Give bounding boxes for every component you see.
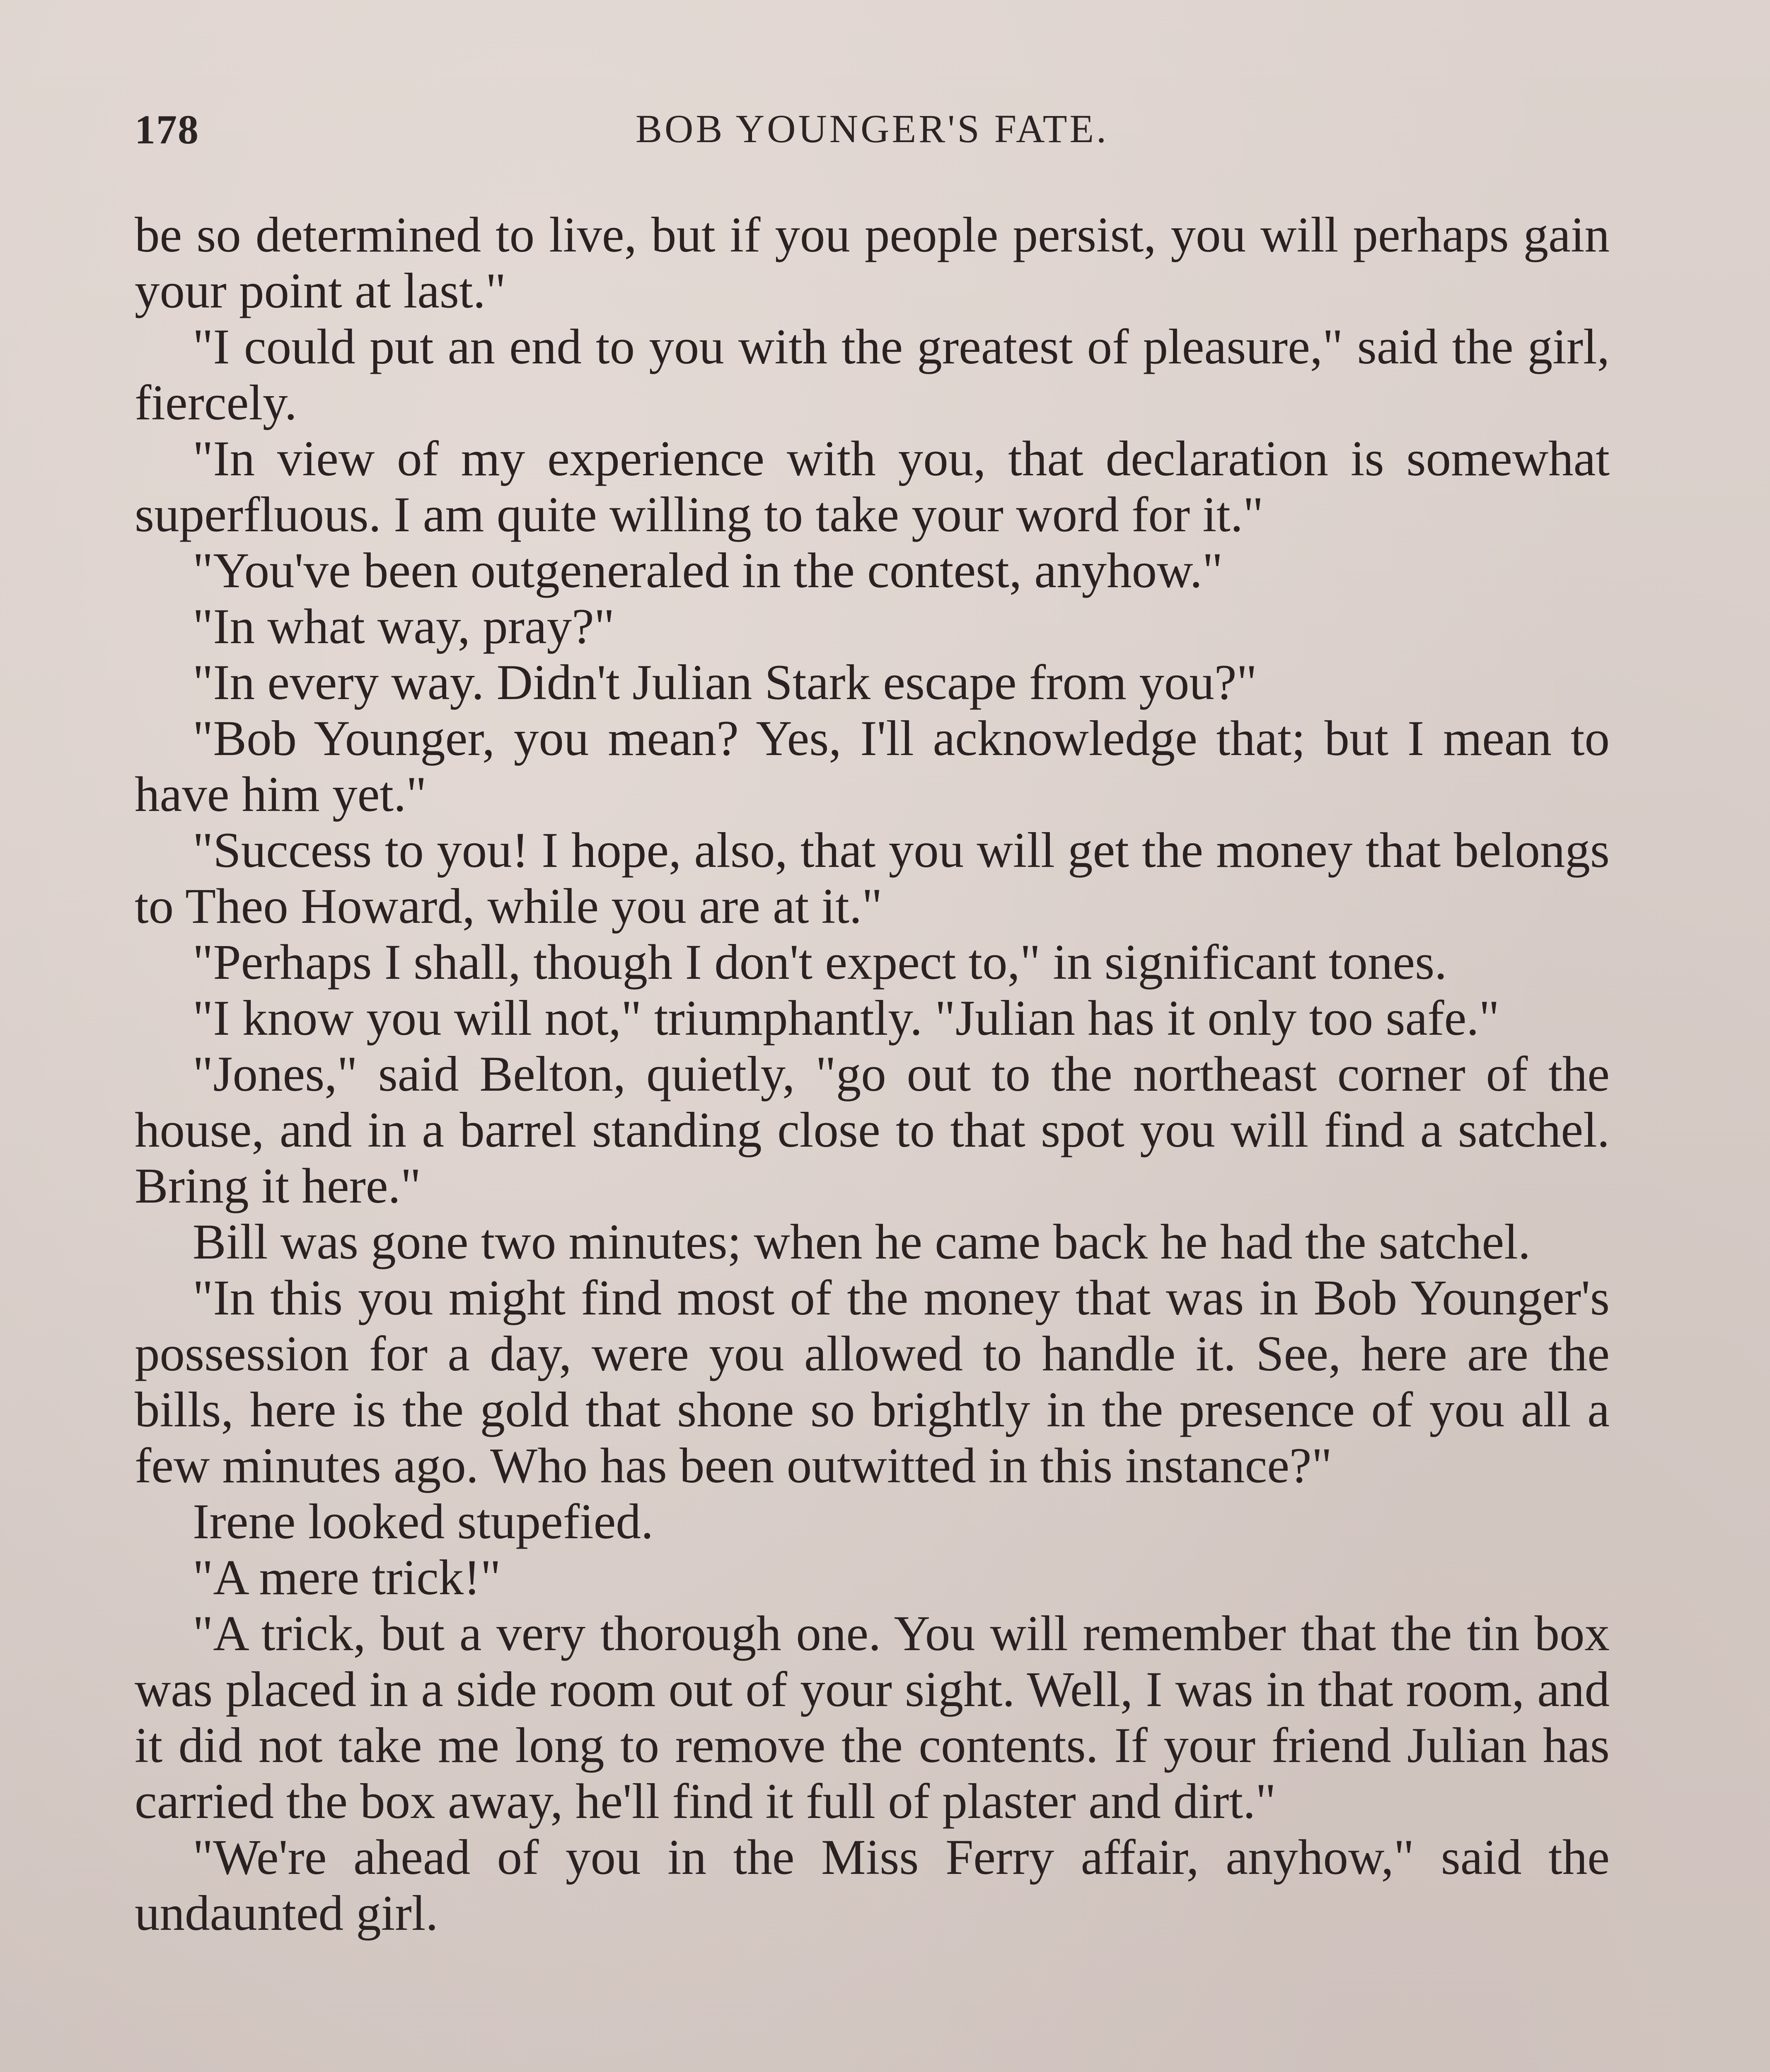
paragraph: "In this you might find most of the money that was in Bob Younger's possession for a day, were you allowed to handle it. See, here are the bills, here is the gold that shone so brightly in the presence of you all a few minutes ago. Who has been outwitted in this instance?" (135, 1270, 1610, 1493)
paragraph: "Bob Younger, you mean? Yes, I'll acknowledge that; but I mean to have him yet." (135, 711, 1610, 822)
body-text (135, 207, 1610, 1941)
paragraph: "In view of my experience with you, that declaration is somewhat superfluous. I am quite willing to take your word for it." (135, 431, 1610, 542)
paragraph: "A mere trick!" (193, 1550, 501, 1605)
paragraph: "I could put an end to you with the greatest of pleasure," said the girl, fiercely. (135, 319, 1610, 431)
running-head: BOB YOUNGER'S FATE. (635, 107, 1109, 151)
paragraph: "You've been outgeneraled in the contest, anyhow." (193, 543, 1223, 598)
paragraph: "In what way, pray?" (193, 599, 615, 654)
paragraph: "Success to you! I hope, also, that you will get the money that belongs to Theo Howard, while you are at it." (135, 823, 1610, 934)
paragraph: "Perhaps I shall, though I don't expect to," in significant tones. (193, 934, 1447, 990)
paragraph: be so determined to live, but if you people persist, you will perhaps gain your point at last." (135, 207, 1610, 319)
paragraph: Bill was gone two minutes; when he came back he had the satchel. (193, 1214, 1531, 1270)
page-number: 178 (135, 107, 199, 152)
paragraph: "In every way. Didn't Julian Stark escape from you?" (193, 655, 1257, 710)
paragraph: Irene looked stupefied. (193, 1494, 654, 1549)
page-header (135, 106, 1610, 160)
paragraph: "A trick, but a very thorough one. You will remember that the tin box was placed in a side room out of your sight. Well, I was in that room, and it did not take me long to remove the contents. If your friend Julian has carried the box away, he'll find it full of plaster and dirt." (135, 1606, 1610, 1829)
paragraph: "I know you will not," triumphantly. "Julian has it only too safe." (193, 990, 1499, 1046)
paragraph: "Jones," said Belton, quietly, "go out to the northeast corner of the house, and in a barrel standing close to that spot you will find a satchel. Bring it here." (135, 1046, 1610, 1214)
paragraph: "We're ahead of you in the Miss Ferry affair, anyhow," said the undaunted girl. (135, 1830, 1610, 1941)
